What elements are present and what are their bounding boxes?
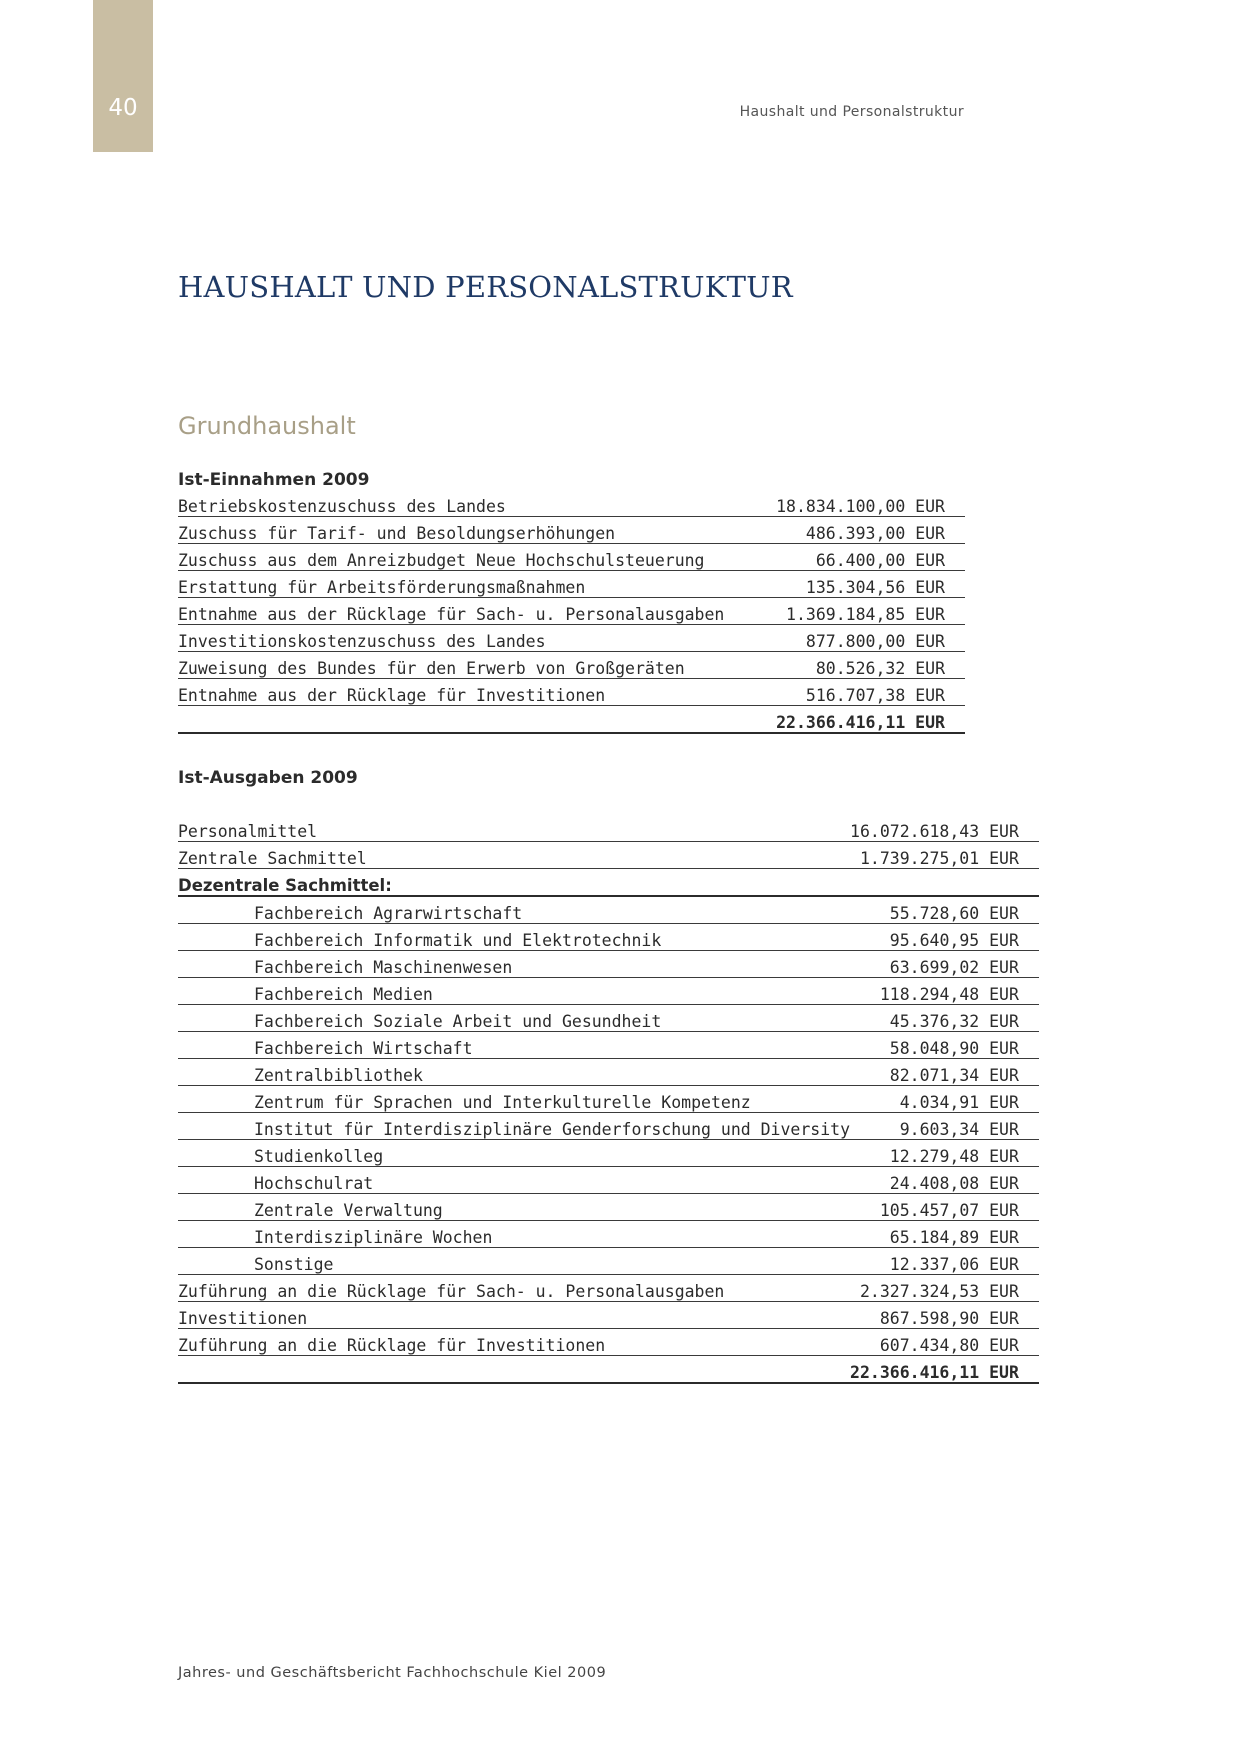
table-row — [178, 896, 1039, 924]
table-row — [178, 544, 965, 571]
table-row — [178, 924, 1039, 951]
table-row — [178, 1113, 1039, 1140]
row-label: Zentrale Sachmittel — [178, 842, 850, 869]
row-amount: 12.279,48 EUR — [850, 1140, 1039, 1167]
row-amount: 2.327.324,53 EUR — [850, 1275, 1039, 1302]
row-amount: 63.699,02 EUR — [850, 951, 1039, 978]
row-amount: 66.400,00 EUR — [776, 544, 965, 571]
table-row — [178, 1275, 1039, 1302]
row-amount: 135.304,56 EUR — [776, 571, 965, 598]
row-label: Erstattung für Arbeitsförderungsmaßnahmen — [178, 571, 776, 598]
table-row — [178, 490, 965, 517]
table-row — [178, 1194, 1039, 1221]
page-number: 40 — [108, 95, 138, 121]
row-amount: 80.526,32 EUR — [776, 652, 965, 679]
row-label: Hochschulrat — [178, 1167, 850, 1194]
row-label: Fachbereich Wirtschaft — [178, 1032, 850, 1059]
row-amount: 18.834.100,00 EUR — [776, 490, 965, 517]
table-row — [178, 598, 965, 625]
row-label: Zuführung an die Rücklage für Sach- u. Personalausgaben — [178, 1275, 850, 1302]
row-label: Zuschuss aus dem Anreizbudget Neue Hochschulsteuerung — [178, 544, 776, 571]
row-amount: 867.598,90 EUR — [850, 1302, 1039, 1329]
row-label — [178, 706, 776, 734]
ausgaben-table — [178, 815, 1039, 1384]
row-amount: 22.366.416,11 EUR — [776, 706, 965, 734]
table-row — [178, 815, 1039, 842]
row-amount: 516.707,38 EUR — [776, 679, 965, 706]
row-label: Institut für Interdisziplinäre Genderforschung und Diversity — [178, 1113, 850, 1140]
ausgaben-heading: Ist-Ausgaben 2009 — [178, 768, 358, 788]
row-amount: 58.048,90 EUR — [850, 1032, 1039, 1059]
table-row — [178, 1329, 1039, 1356]
row-label: Fachbereich Medien — [178, 978, 850, 1005]
einnahmen-table — [178, 490, 965, 734]
row-label: Fachbereich Agrarwirtschaft — [178, 896, 850, 924]
table-row — [178, 1248, 1039, 1275]
row-amount: 607.434,80 EUR — [850, 1329, 1039, 1356]
table-row — [178, 1059, 1039, 1086]
table-row — [178, 1140, 1039, 1167]
row-label: Fachbereich Informatik und Elektrotechnik — [178, 924, 850, 951]
row-label: Fachbereich Soziale Arbeit und Gesundheit — [178, 1005, 850, 1032]
table-row — [178, 1005, 1039, 1032]
row-label: Zuweisung des Bundes für den Erwerb von Großgeräten — [178, 652, 776, 679]
row-label: Fachbereich Maschinenwesen — [178, 951, 850, 978]
row-label: Entnahme aus der Rücklage für Investitionen — [178, 679, 776, 706]
table-row — [178, 1167, 1039, 1194]
row-label: Entnahme aus der Rücklage für Sach- u. Personalausgaben — [178, 598, 776, 625]
table-row — [178, 571, 965, 598]
table-row — [178, 1221, 1039, 1248]
running-header: Haushalt und Personalstruktur — [739, 104, 964, 120]
table-row — [178, 1086, 1039, 1113]
subheading-row — [178, 869, 1039, 897]
row-amount: 24.408,08 EUR — [850, 1167, 1039, 1194]
row-amount: 16.072.618,43 EUR — [850, 815, 1039, 842]
row-label: Personalmittel — [178, 815, 850, 842]
table-row — [178, 1032, 1039, 1059]
row-label: Dezentrale Sachmittel: — [178, 869, 850, 897]
row-amount: 82.071,34 EUR — [850, 1059, 1039, 1086]
row-amount: 1.369.184,85 EUR — [776, 598, 965, 625]
row-amount: 45.376,32 EUR — [850, 1005, 1039, 1032]
row-amount: 55.728,60 EUR — [850, 896, 1039, 924]
table-row — [178, 978, 1039, 1005]
total-row — [178, 1356, 1039, 1384]
row-amount: 105.457,07 EUR — [850, 1194, 1039, 1221]
row-label: Zuführung an die Rücklage für Investitionen — [178, 1329, 850, 1356]
row-label: Zentrum für Sprachen und Interkulturelle Kompetenz — [178, 1086, 850, 1113]
row-amount: 95.640,95 EUR — [850, 924, 1039, 951]
table-row — [178, 951, 1039, 978]
row-label: Zuschuss für Tarif- und Besoldungserhöhungen — [178, 517, 776, 544]
row-label: Zentrale Verwaltung — [178, 1194, 850, 1221]
page-title: HAUSHALT UND PERSONALSTRUKTUR — [178, 270, 793, 304]
row-amount: 65.184,89 EUR — [850, 1221, 1039, 1248]
row-amount: 4.034,91 EUR — [850, 1086, 1039, 1113]
einnahmen-heading: Ist-Einnahmen 2009 — [178, 470, 370, 490]
footer: Jahres- und Geschäftsbericht Fachhochschule Kiel 2009 — [178, 1665, 607, 1681]
row-amount: 1.739.275,01 EUR — [850, 842, 1039, 869]
row-amount: 9.603,34 EUR — [850, 1113, 1039, 1140]
table-row — [178, 517, 965, 544]
table-row — [178, 625, 965, 652]
table-row — [178, 842, 1039, 869]
row-label: Betriebskostenzuschuss des Landes — [178, 490, 776, 517]
row-label: Investitionskostenzuschuss des Landes — [178, 625, 776, 652]
section-title: Grundhaushalt — [178, 412, 356, 440]
page-tab — [93, 0, 153, 152]
row-label: Investitionen — [178, 1302, 850, 1329]
total-row — [178, 706, 965, 734]
row-label: Sonstige — [178, 1248, 850, 1275]
row-label: Studienkolleg — [178, 1140, 850, 1167]
row-amount: 22.366.416,11 EUR — [850, 1356, 1039, 1384]
table-row — [178, 1302, 1039, 1329]
row-amount: 877.800,00 EUR — [776, 625, 965, 652]
row-amount — [850, 869, 1039, 897]
row-amount: 12.337,06 EUR — [850, 1248, 1039, 1275]
table-row — [178, 679, 965, 706]
row-label: Zentralbibliothek — [178, 1059, 850, 1086]
row-amount: 118.294,48 EUR — [850, 978, 1039, 1005]
row-amount: 486.393,00 EUR — [776, 517, 965, 544]
row-label: Interdisziplinäre Wochen — [178, 1221, 850, 1248]
row-label — [178, 1356, 850, 1384]
table-row — [178, 652, 965, 679]
